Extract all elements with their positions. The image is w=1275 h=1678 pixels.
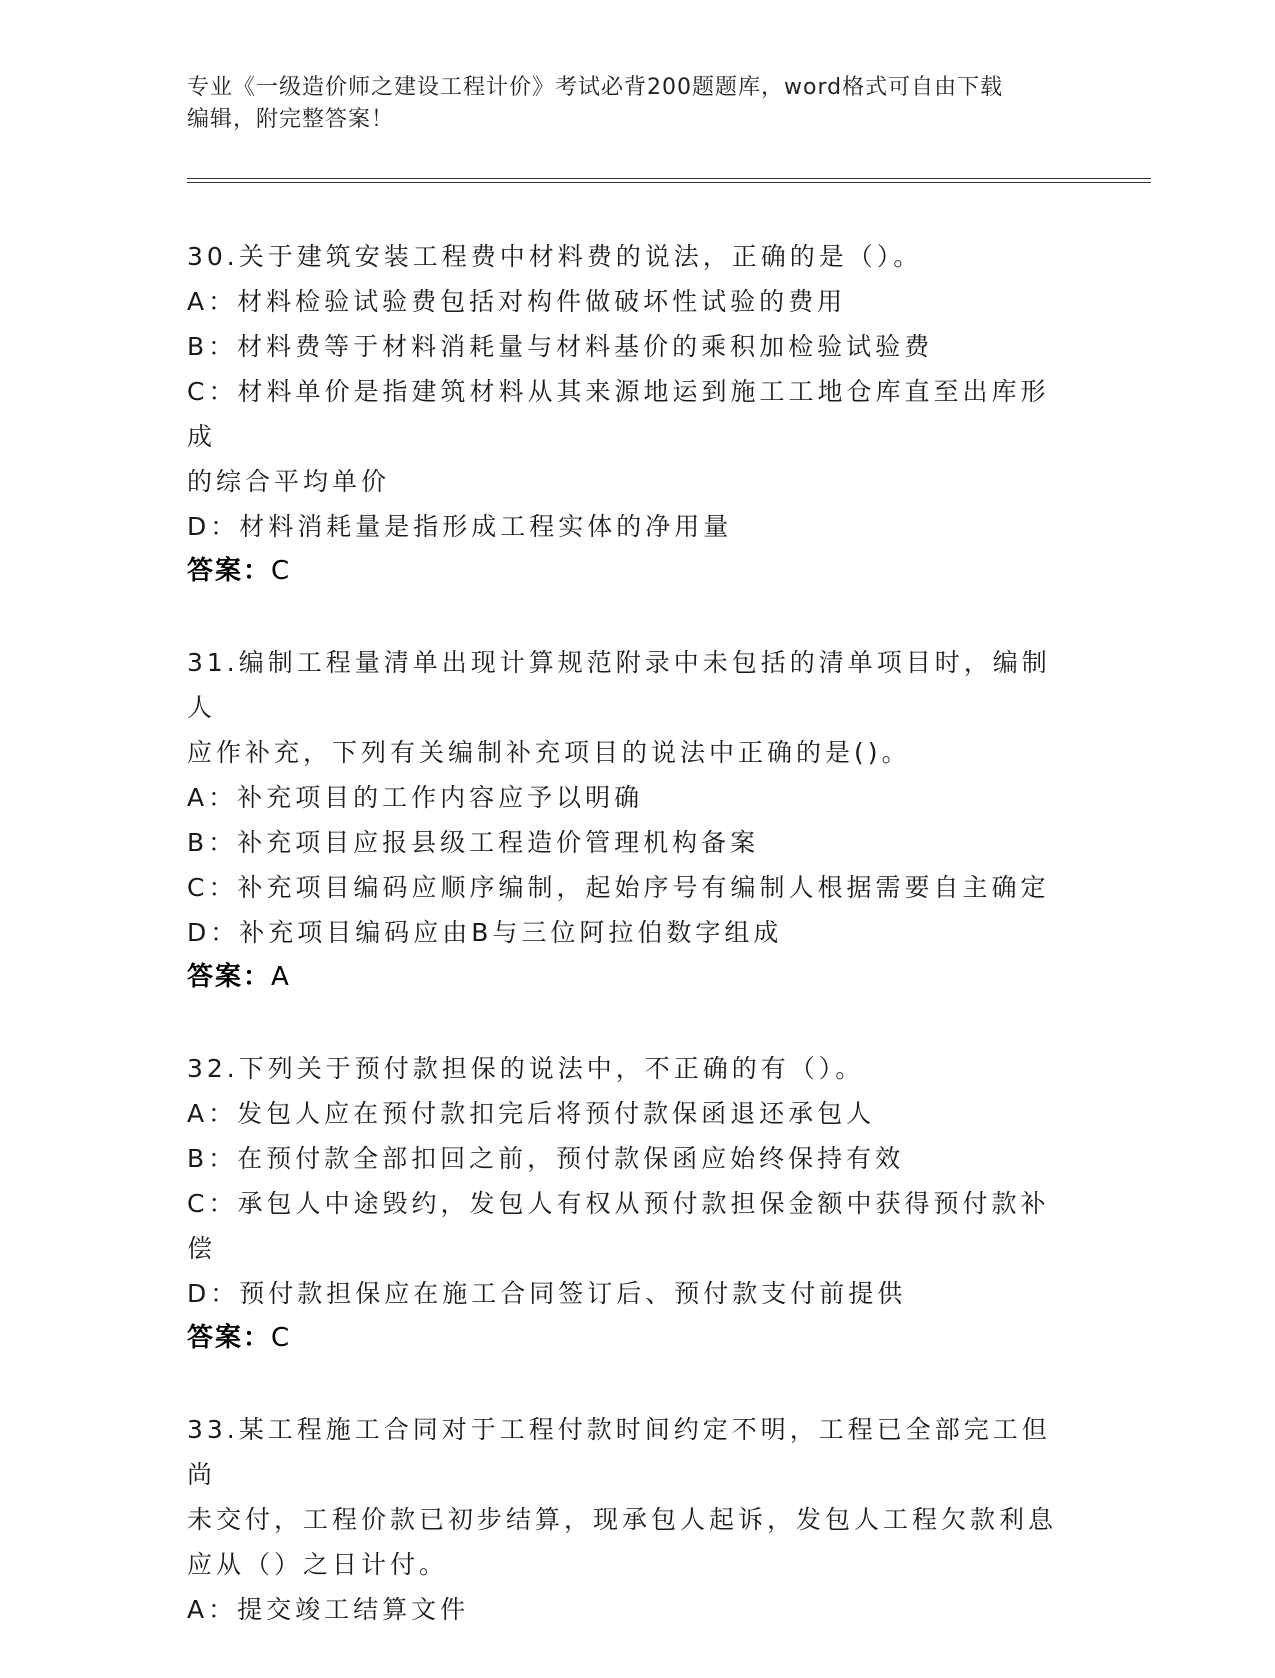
header-line-2: 编辑，附完整答案！ (187, 107, 395, 132)
answer-option: B：材料费等于材料消耗量与材料基价的乘积加检验试验费 (187, 332, 934, 361)
answer-option: A：提交竣工结算文件 (187, 1595, 470, 1624)
question-block (187, 1407, 1067, 1632)
answer-key (187, 549, 1067, 594)
question-block (187, 1046, 1067, 1361)
answer-option: 的综合平均单价 (187, 467, 391, 496)
answer-option: D：补充项目编码应由B与三位阿拉伯数字组成 (187, 918, 783, 947)
question-text: 31.编制工程量清单出现计算规范附录中未包括的清单项目时，编制人 (187, 648, 1051, 722)
question-text: 应作补充，下列有关编制补充项目的说法中正确的是()。 (187, 738, 911, 767)
question-block (187, 234, 1067, 594)
answer-value: C (271, 1323, 290, 1353)
answer-label: 答案： (187, 556, 272, 586)
answer-option: A：材料检验试验费包括对构件做破坏性试验的费用 (187, 287, 847, 316)
question-text: 未交付，工程价款已初步结算，现承包人起诉，发包人工程欠款利息 (187, 1505, 1058, 1534)
answer-label: 答案： (187, 1323, 272, 1353)
question-text: 33.某工程施工合同对于工程付款时间约定不明，工程已全部完工但尚 (187, 1415, 1051, 1489)
answer-option: B：在预付款全部扣回之前，预付款保函应始终保持有效 (187, 1144, 905, 1173)
header-line-1: 专业《一级造价师之建设工程计价》考试必背200题题库，word格式可自由下载 (187, 75, 1004, 100)
answer-option: A：补充项目的工作内容应予以明确 (187, 783, 644, 812)
answer-value: A (271, 962, 289, 992)
answer-key (187, 955, 1067, 1000)
answer-option: D：预付款担保应在施工合同签订后、预付款支付前提供 (187, 1279, 907, 1308)
question-text: 30.关于建筑安装工程费中材料费的说法，正确的是（）。 (187, 242, 923, 271)
document-header (187, 72, 1087, 136)
question-text: 应从（）之日计付。 (187, 1550, 449, 1579)
answer-option: C：材料单价是指建筑材料从其来源地运到施工工地仓库直至出库形成 (187, 377, 1050, 451)
header-divider (187, 178, 1151, 183)
answer-option: A：发包人应在预付款扣完后将预付款保函退还承包人 (187, 1099, 876, 1128)
question-block (187, 640, 1067, 1000)
answer-option: C：承包人中途毁约，发包人有权从预付款担保金额中获得预付款补偿 (187, 1189, 1050, 1263)
answer-option: D：材料消耗量是指形成工程实体的净用量 (187, 512, 733, 541)
answer-value: C (271, 556, 290, 586)
answer-option: B：补充项目应报县级工程造价管理机构备案 (187, 828, 760, 857)
answer-option: C：补充项目编码应顺序编制，起始序号有编制人根据需要自主确定 (187, 873, 1050, 902)
question-list (187, 234, 1067, 1678)
answer-label: 答案： (187, 962, 272, 992)
question-text: 32.下列关于预付款担保的说法中，不正确的有（）。 (187, 1054, 865, 1083)
answer-key (187, 1316, 1067, 1361)
